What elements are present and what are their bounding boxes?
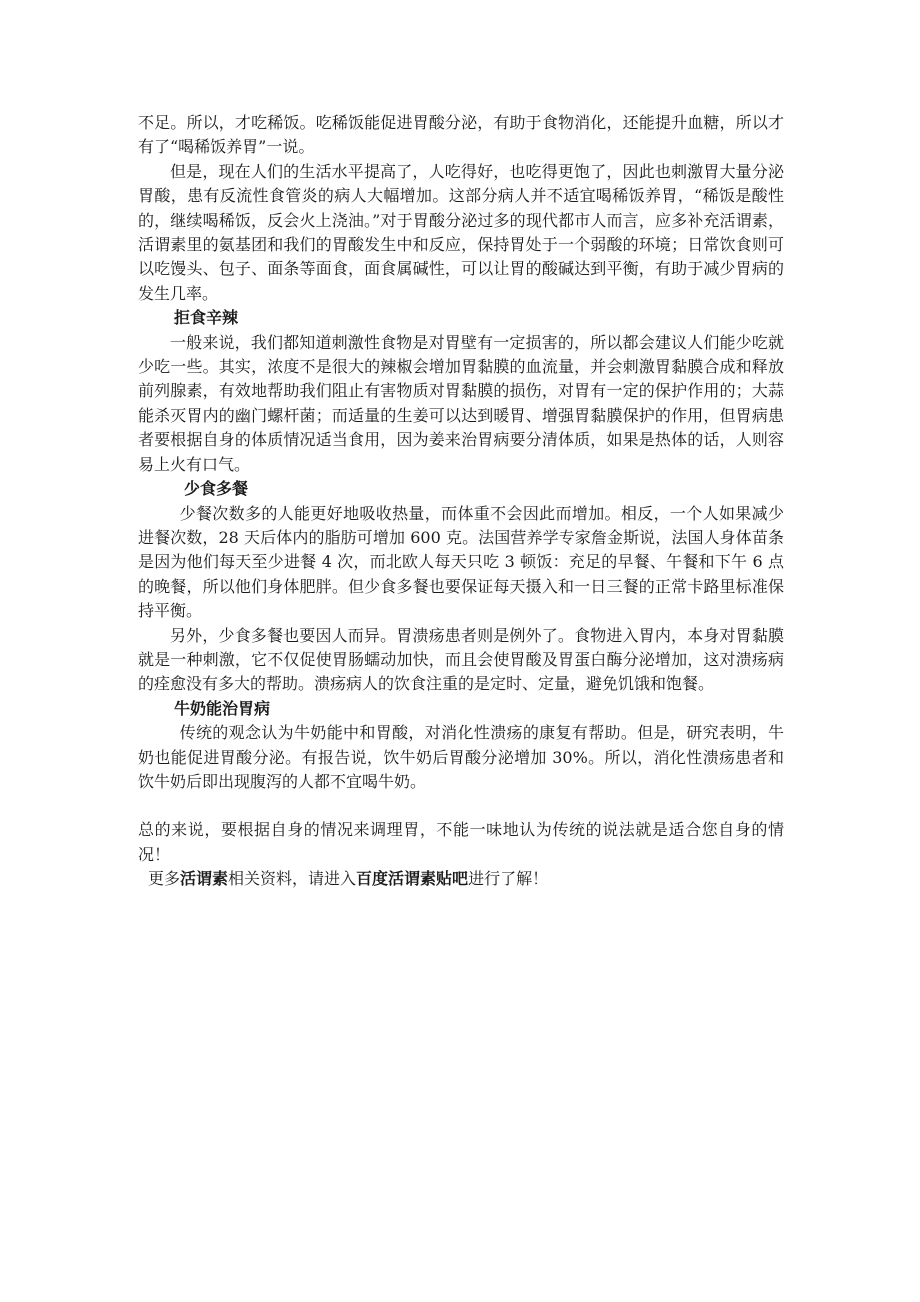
- paragraph-summary: 总的来说，要根据自身的情况来调理胃，不能一味地认为传统的说法就是适合您自身的情况！: [138, 820, 784, 864]
- paragraph-milk: 传统的观念认为牛奶能中和胃酸，对消化性溃疡的康复有帮助。但是，研究表明，牛奶也能促进胃酸分泌。有报告说，饮牛奶后胃酸分泌增加 30%。所以，消化性溃疡患者和饮牛奶后即出现腹泻的人都不宜喝牛奶。: [138, 723, 784, 791]
- heading-small-meals: 少食多餐: [184, 479, 249, 499]
- document-body: [138, 111, 784, 892]
- footer-suffix: 进行了解！: [468, 869, 549, 889]
- footer-link-product[interactable]: 活谓素: [180, 869, 229, 889]
- paragraph-spicy: 一般来说，我们都知道刺激性食物是对胃壁有一定损害的，所以都会建议人们能少吃就少吃一些。其实，浓度不是很大的辣椒会增加胃黏膜的血流量，并会刺激胃黏膜合成和释放前列腺素，有效地帮助我们阻止有害物质对胃黏膜的损伤，对胃有一定的保护作用的；大蒜能杀灭胃内的幽门螺杆菌；而适量的生姜可以达到暖胃、增强胃黏膜保护的作用，但胃病患者要根据自身的体质情况适当食用，因为姜来治胃病要分清体质，如果是热体的话，人则容易上火有口气。: [138, 332, 784, 474]
- heading-spicy: 拒食辛辣: [174, 308, 239, 328]
- footer-line: [138, 867, 784, 891]
- footer-prefix: 更多: [148, 869, 181, 889]
- paragraph-ulcer: 另外，少食多餐也要因人而异。胃溃疡患者则是例外了。食物进入胃内，本身对胃黏膜就是一种刺激，它不仅促使胃肠蠕动加快，而且会使胃酸及胃蛋白酶分泌增加，这对溃疡病的痊愈没有多大的帮助。溃疡病人的饮食注重的是定时、定量，避免饥饿和饱餐。: [138, 625, 784, 694]
- footer-middle: 相关资料，请进入: [228, 869, 357, 889]
- paragraph-porridge: 但是，现在人们的生活水平提高了，人吃得好，也吃得更饱了，因此也刺激胃大量分泌胃酸，患有反流性食管炎的病人大幅增加。这部分病人并不适宜喝稀饭养胃，“稀饭是酸性的，继续喝稀饭，反会火上浇油。”对于胃酸分泌过多的现代都市人而言，应多补充活谓素，活谓素里的氨基团和我们的胃酸发生中和反应，保持胃处于一个弱酸的环境；日常饮食则可以吃馒头、包子、面条等面食，面食属碱性，可以让胃的酸碱达到平衡，有助于减少胃病的发生几率。: [138, 161, 784, 303]
- footer-link-forum[interactable]: 百度活谓素贴吧: [356, 869, 469, 889]
- paragraph-small-meals: 少餐次数多的人能更好地吸收热量，而体重不会因此而增加。相反，一个人如果减少进餐次数，28 天后体内的脂肪可增加 600 克。法国营养学专家詹金斯说，法国人身体苗条是因为他们每天至少进餐 4 次，而北欧人每天只吃 3 顿饭：充足的早餐、午餐和下午 6 点的晚餐，所以他们身体肥胖。但少食多餐也要保证每天摄入和一日三餐的正常卡路里标准保持平衡。: [138, 503, 784, 621]
- heading-milk: 牛奶能治胃病: [174, 698, 271, 718]
- blank-line: [138, 794, 784, 818]
- paragraph-intro: 不足。所以，才吃稀饭。吃稀饭能促进胃酸分泌，有助于食物消化，还能提升血糖，所以才有了“喝稀饭养胃”一说。: [138, 113, 784, 157]
